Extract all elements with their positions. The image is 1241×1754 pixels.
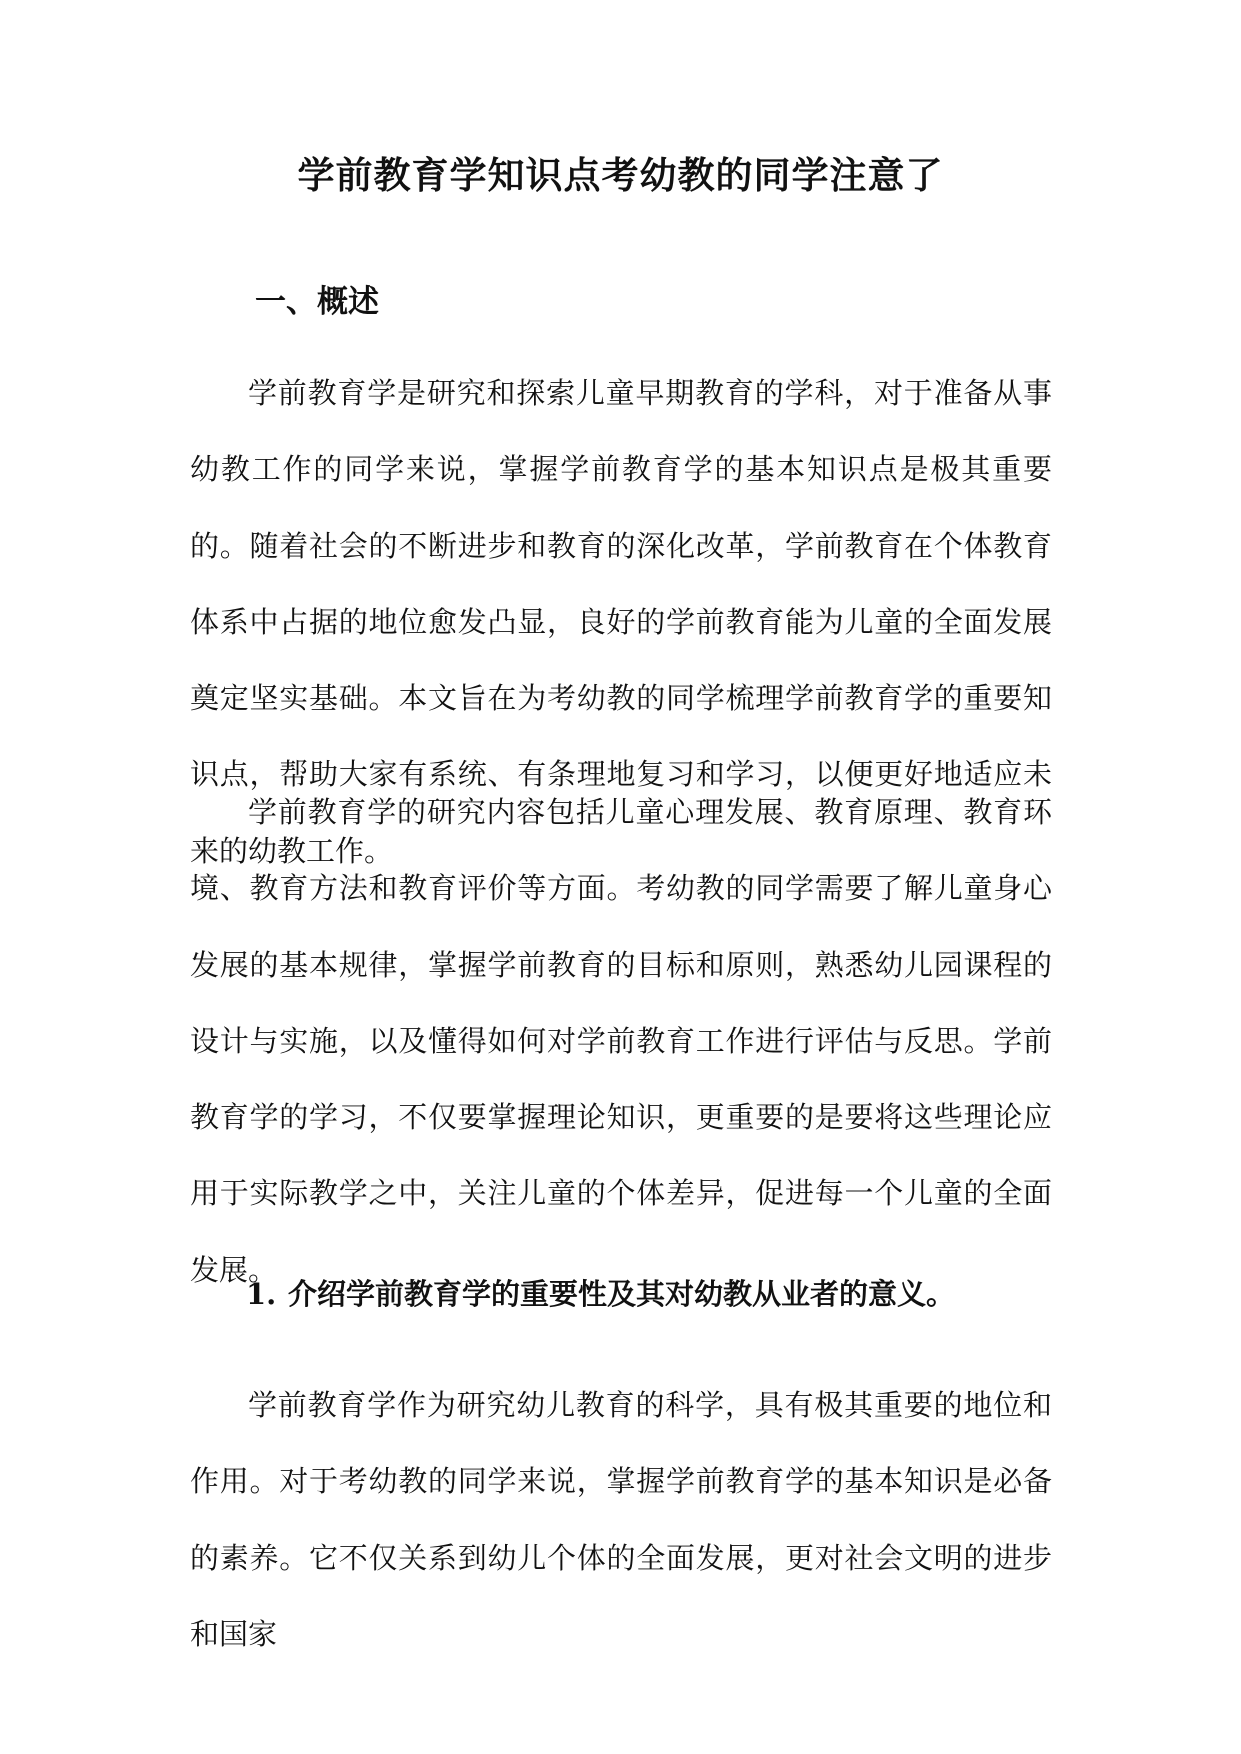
- subsection-title: 介绍学前教育学的重要性及其对幼教从业者的意义。: [288, 1277, 956, 1311]
- overview-paragraph-2: 学前教育学的研究内容包括儿童心理发展、教育原理、教育环境、教育方法和教育评价等方面。考幼教的同学需要了解儿童身心发展的基本规律，掌握学前教育的目标和原则，熟悉幼儿园课程的设计与实施，以及懂得如何对学前教育工作进行评估与反思。学前教育学的学习，不仅要掌握理论知识，更重要的是要将这些理论应用于实际教学之中，关注儿童的个体差异，促进每一个儿童的全面发展。: [190, 795, 1052, 1287]
- subsection-paragraph: 学前教育学作为研究幼儿教育的科学，具有极其重要的地位和作用。对于考幼教的同学来说，掌握学前教育学的基本知识是必备的素养。它不仅关系到幼儿个体的全面发展，更对社会文明的进步和国家: [190, 1388, 1052, 1651]
- overview-paragraph-1: 学前教育学是研究和探索儿童早期教育的学科，对于准备从事幼教工作的同学来说，掌握学前教育学的基本知识点是极其重要的。随着社会的不断进步和教育的深化改革，学前教育在个体教育体系中占据的地位愈发凸显，良好的学前教育能为儿童的全面发展奠定坚实基础。本文旨在为考幼教的同学梳理学前教育学的重要知识点，帮助大家有系统、有条理地复习和学习，以便更好地适应未来的幼教工作。: [190, 376, 1052, 868]
- document-title: 学前教育学知识点考幼教的同学注意了: [297, 153, 944, 197]
- subsection-paragraph-block: [190, 1367, 1052, 1672]
- section-heading-overview: 一、概述: [255, 284, 379, 320]
- overview-paragraph-2-block: [190, 774, 1052, 1308]
- subsection-heading: [246, 1272, 955, 1316]
- subsection-number: 1.: [246, 1277, 277, 1311]
